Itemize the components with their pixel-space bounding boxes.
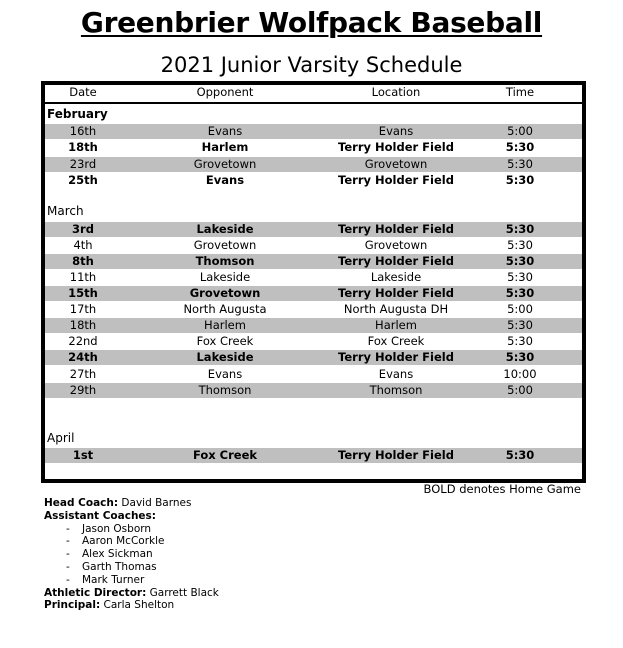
game-opponent: Lakeside [199, 270, 251, 284]
game-location: Lakeside [370, 270, 422, 284]
game-row [45, 318, 582, 333]
game-opponent: Fox Creek [192, 448, 258, 462]
game-date: 3rd [72, 222, 94, 236]
game-row [45, 302, 582, 317]
header-opponent: Opponent [196, 85, 254, 99]
principal-label: Principal: [44, 599, 101, 612]
game-time: 5:30 [505, 173, 535, 187]
game-opponent: Lakeside [196, 222, 254, 236]
assistant-coaches-label: Assistant Coaches: [44, 509, 157, 522]
assistant-coach-item: - Aaron McCorkle [66, 535, 165, 548]
game-time: 5:00 [507, 124, 533, 138]
game-location: Evans [378, 124, 414, 138]
game-time: 5:30 [505, 254, 535, 268]
game-date: 22nd [68, 334, 98, 348]
game-row [45, 350, 582, 365]
game-opponent: Evans [207, 367, 243, 381]
game-opponent: Grovetown [189, 286, 261, 300]
game-date: 11th [69, 270, 97, 284]
game-date: 18th [68, 140, 98, 154]
game-opponent: Evans [207, 124, 243, 138]
game-opponent: Lakeside [196, 350, 254, 364]
game-location: Terry Holder Field [338, 448, 454, 462]
staff-list [44, 497, 219, 612]
game-location: Terry Holder Field [338, 140, 454, 154]
page-title: Greenbrier Wolfpack Baseball [80, 6, 543, 39]
game-time: 5:30 [505, 448, 535, 462]
game-date: 8th [72, 254, 94, 268]
game-time: 10:00 [503, 367, 537, 381]
game-location: Grovetown [364, 157, 428, 171]
game-date: 25th [68, 173, 98, 187]
athletic-director-label: Athletic Director: [44, 586, 147, 599]
game-location: Terry Holder Field [338, 286, 454, 300]
game-date: 23rd [69, 157, 97, 171]
game-date: 1st [72, 448, 94, 462]
game-opponent: Grovetown [193, 157, 257, 171]
game-opponent: Harlem [204, 318, 246, 332]
assistant-coach-item: - Garth Thomas [66, 560, 157, 573]
game-location: Evans [378, 367, 414, 381]
game-time: 5:30 [505, 350, 535, 364]
game-location: Harlem [375, 318, 417, 332]
principal-name: Carla Shelton [103, 599, 175, 612]
game-date: 18th [69, 318, 97, 332]
page-subtitle: 2021 Junior Varsity Schedule [160, 53, 463, 77]
game-opponent: Harlem [201, 140, 249, 154]
game-row [45, 157, 582, 172]
game-location: Fox Creek [367, 334, 425, 348]
athletic-director-name: Garrett Black [149, 586, 219, 599]
legend-note: BOLD denotes Home Game [423, 482, 581, 496]
game-opponent: Thomson [195, 254, 255, 268]
game-opponent: North Augusta [183, 302, 267, 316]
game-row [45, 367, 582, 382]
game-row [45, 254, 582, 269]
game-opponent: Grovetown [193, 238, 257, 252]
game-time: 5:30 [507, 270, 533, 284]
game-opponent: Fox Creek [196, 334, 254, 348]
athletic-director-line [44, 587, 219, 600]
game-row [45, 124, 582, 139]
game-date: 27th [69, 367, 97, 381]
header-date: Date [69, 85, 97, 99]
game-date: 29th [69, 383, 97, 397]
game-row [45, 173, 582, 188]
game-date: 17th [69, 302, 97, 316]
game-time: 5:30 [505, 222, 535, 236]
game-row [45, 222, 582, 237]
game-location: Grovetown [364, 238, 428, 252]
game-location: Terry Holder Field [338, 254, 454, 268]
game-location: Terry Holder Field [338, 222, 454, 236]
assistant-coach-item: - Jason Osborn [66, 522, 152, 535]
head-coach-label: Head Coach: [44, 497, 119, 509]
schedule-table [41, 81, 586, 483]
game-row [45, 140, 582, 155]
game-row [45, 334, 582, 349]
game-time: 5:00 [507, 383, 533, 397]
game-date: 24th [68, 350, 98, 364]
game-date: 4th [73, 238, 93, 252]
month-march: March [47, 204, 84, 218]
game-time: 5:30 [507, 334, 533, 348]
game-location: North Augusta DH [343, 302, 449, 316]
game-opponent: Evans [205, 173, 245, 187]
month-february: February [47, 107, 108, 121]
game-row [45, 383, 582, 398]
assistant-coach-item: - Mark Turner [66, 573, 145, 586]
game-row [45, 270, 582, 285]
month-april: April [47, 431, 75, 445]
game-time: 5:30 [507, 238, 533, 252]
head-coach-line [44, 497, 219, 510]
game-date: 16th [69, 124, 97, 138]
game-opponent: Thomson [198, 383, 252, 397]
game-time: 5:30 [505, 140, 535, 154]
game-date: 15th [68, 286, 98, 300]
game-time: 5:00 [507, 302, 533, 316]
assistant-coach-item: - Alex Sickman [66, 548, 153, 561]
game-time: 5:30 [505, 286, 535, 300]
header-location: Location [371, 85, 421, 99]
game-row [45, 286, 582, 301]
head-coach-name: David Barnes [121, 497, 192, 509]
game-time: 5:30 [507, 157, 533, 171]
header-time: Time [505, 85, 535, 99]
principal-line [44, 599, 219, 612]
table-header [45, 85, 582, 104]
game-row [45, 448, 582, 463]
game-location: Terry Holder Field [338, 173, 454, 187]
game-time: 5:30 [507, 318, 533, 332]
game-row [45, 238, 582, 253]
game-location: Thomson [369, 383, 423, 397]
game-location: Terry Holder Field [338, 350, 454, 364]
